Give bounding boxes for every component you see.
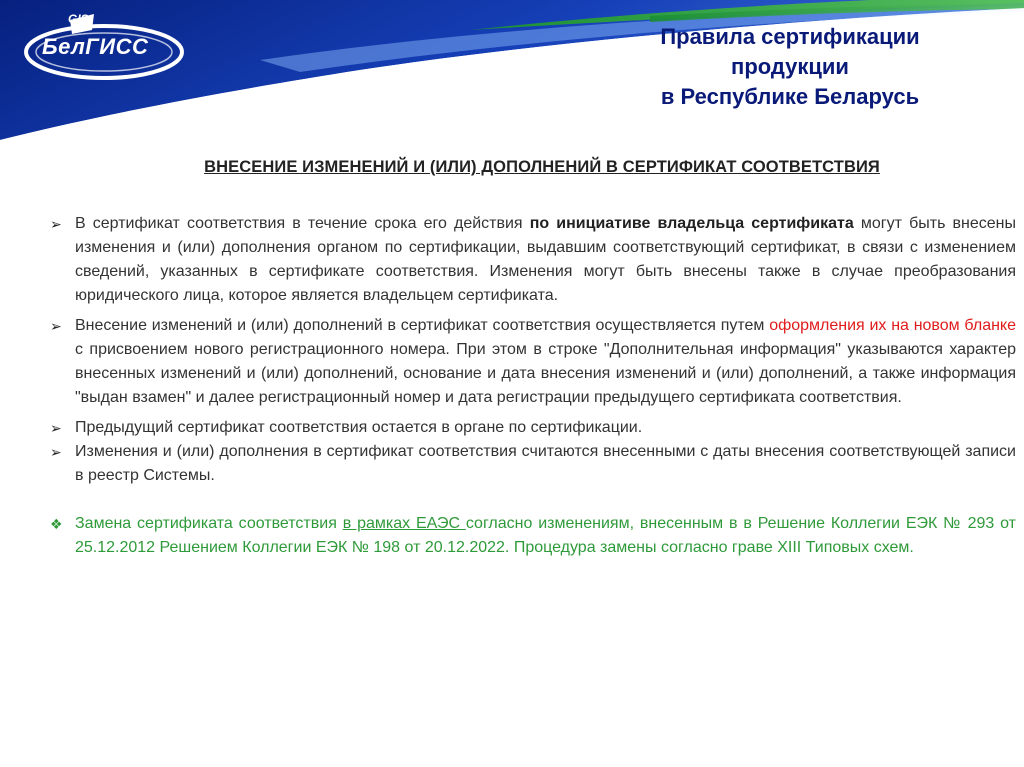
item-2-red-text: оформления их на новом бланке [769, 317, 1017, 334]
content-body [50, 212, 1016, 560]
section-heading: ВНЕСЕНИЕ ИЗМЕНЕНИЙ И (ИЛИ) ДОПОЛНЕНИЙ В СЕРТИФИКАТ СООТВЕТСТВИЯ [204, 158, 880, 176]
item-2-text-b: с присвоением нового регистрационного номера. При этом в строке "Дополнительная информация" указываются характер внесенных изменений и (или) дополнений, основание и дата внесения изменений и (или) дополнений, а также информация "выдан взамен" и далее регистрационный номер и дата регистрации предыдущего сертификата соответствия. [75, 341, 1016, 406]
item-2-text-a: Внесение изменений и (или) дополнений в сертификат соответствия осуществляется путем [75, 317, 770, 334]
list-item-4 [50, 440, 1016, 488]
list-item-1 [50, 212, 1016, 308]
item-5-text-b: согласно изменениям, внесенным в в Решение Коллегии ЕЭК № 293 от 25.12.2012 Решением Коллегии ЕЭК № 198 от 20.12.2022. Процедура замены согласно граве XIII Типовых схем. [75, 515, 1016, 556]
four-diamond-bullet-icon: ❖ [50, 516, 63, 532]
item-4-text: Изменения и (или) дополнения в сертификат соответствия считаются внесенными с даты внесения соответствующей записи в реестр Системы. [75, 443, 1016, 484]
list-item-5 [50, 512, 1016, 560]
page-title [600, 22, 980, 112]
item-1-bold-text: по инициативе владельца сертификата [529, 215, 854, 232]
arrow-bullet-icon: ➢ [50, 318, 62, 334]
logo-text: БелГИСС [42, 34, 149, 59]
arrow-bullet-icon: ➢ [50, 444, 62, 460]
item-1-text-a: В сертификат соответствия в течение срока его действия [75, 215, 530, 232]
list-item-2 [50, 314, 1016, 410]
item-1-text-b: могут быть внесены изменения и (или) дополнения органом по сертификации, выдавшим соответствующий сертификат, в связи с изменением сведений, указанных в сертификате соответствия. Изменения могут быть внесены также в случае преобразования юридического лица, которое является владельцем сертификата. [75, 215, 1017, 304]
item-5-text-a: Замена сертификата соответствия [75, 515, 343, 532]
list-item-3 [50, 416, 1016, 440]
item-5-underlined-text: в рамках ЕАЭС [342, 515, 466, 532]
page-title-line1: Правила сертификации [660, 24, 920, 49]
page-title-line3: в Республике Беларусь [660, 84, 920, 109]
item-3-text: Предыдущий сертификат соответствия остается в органе по сертификации. [75, 419, 643, 436]
page-title-line2: продукции [731, 54, 849, 79]
logo-mark-text: GIS [68, 12, 89, 26]
arrow-bullet-icon: ➢ [50, 420, 62, 436]
arrow-bullet-icon: ➢ [50, 216, 62, 232]
